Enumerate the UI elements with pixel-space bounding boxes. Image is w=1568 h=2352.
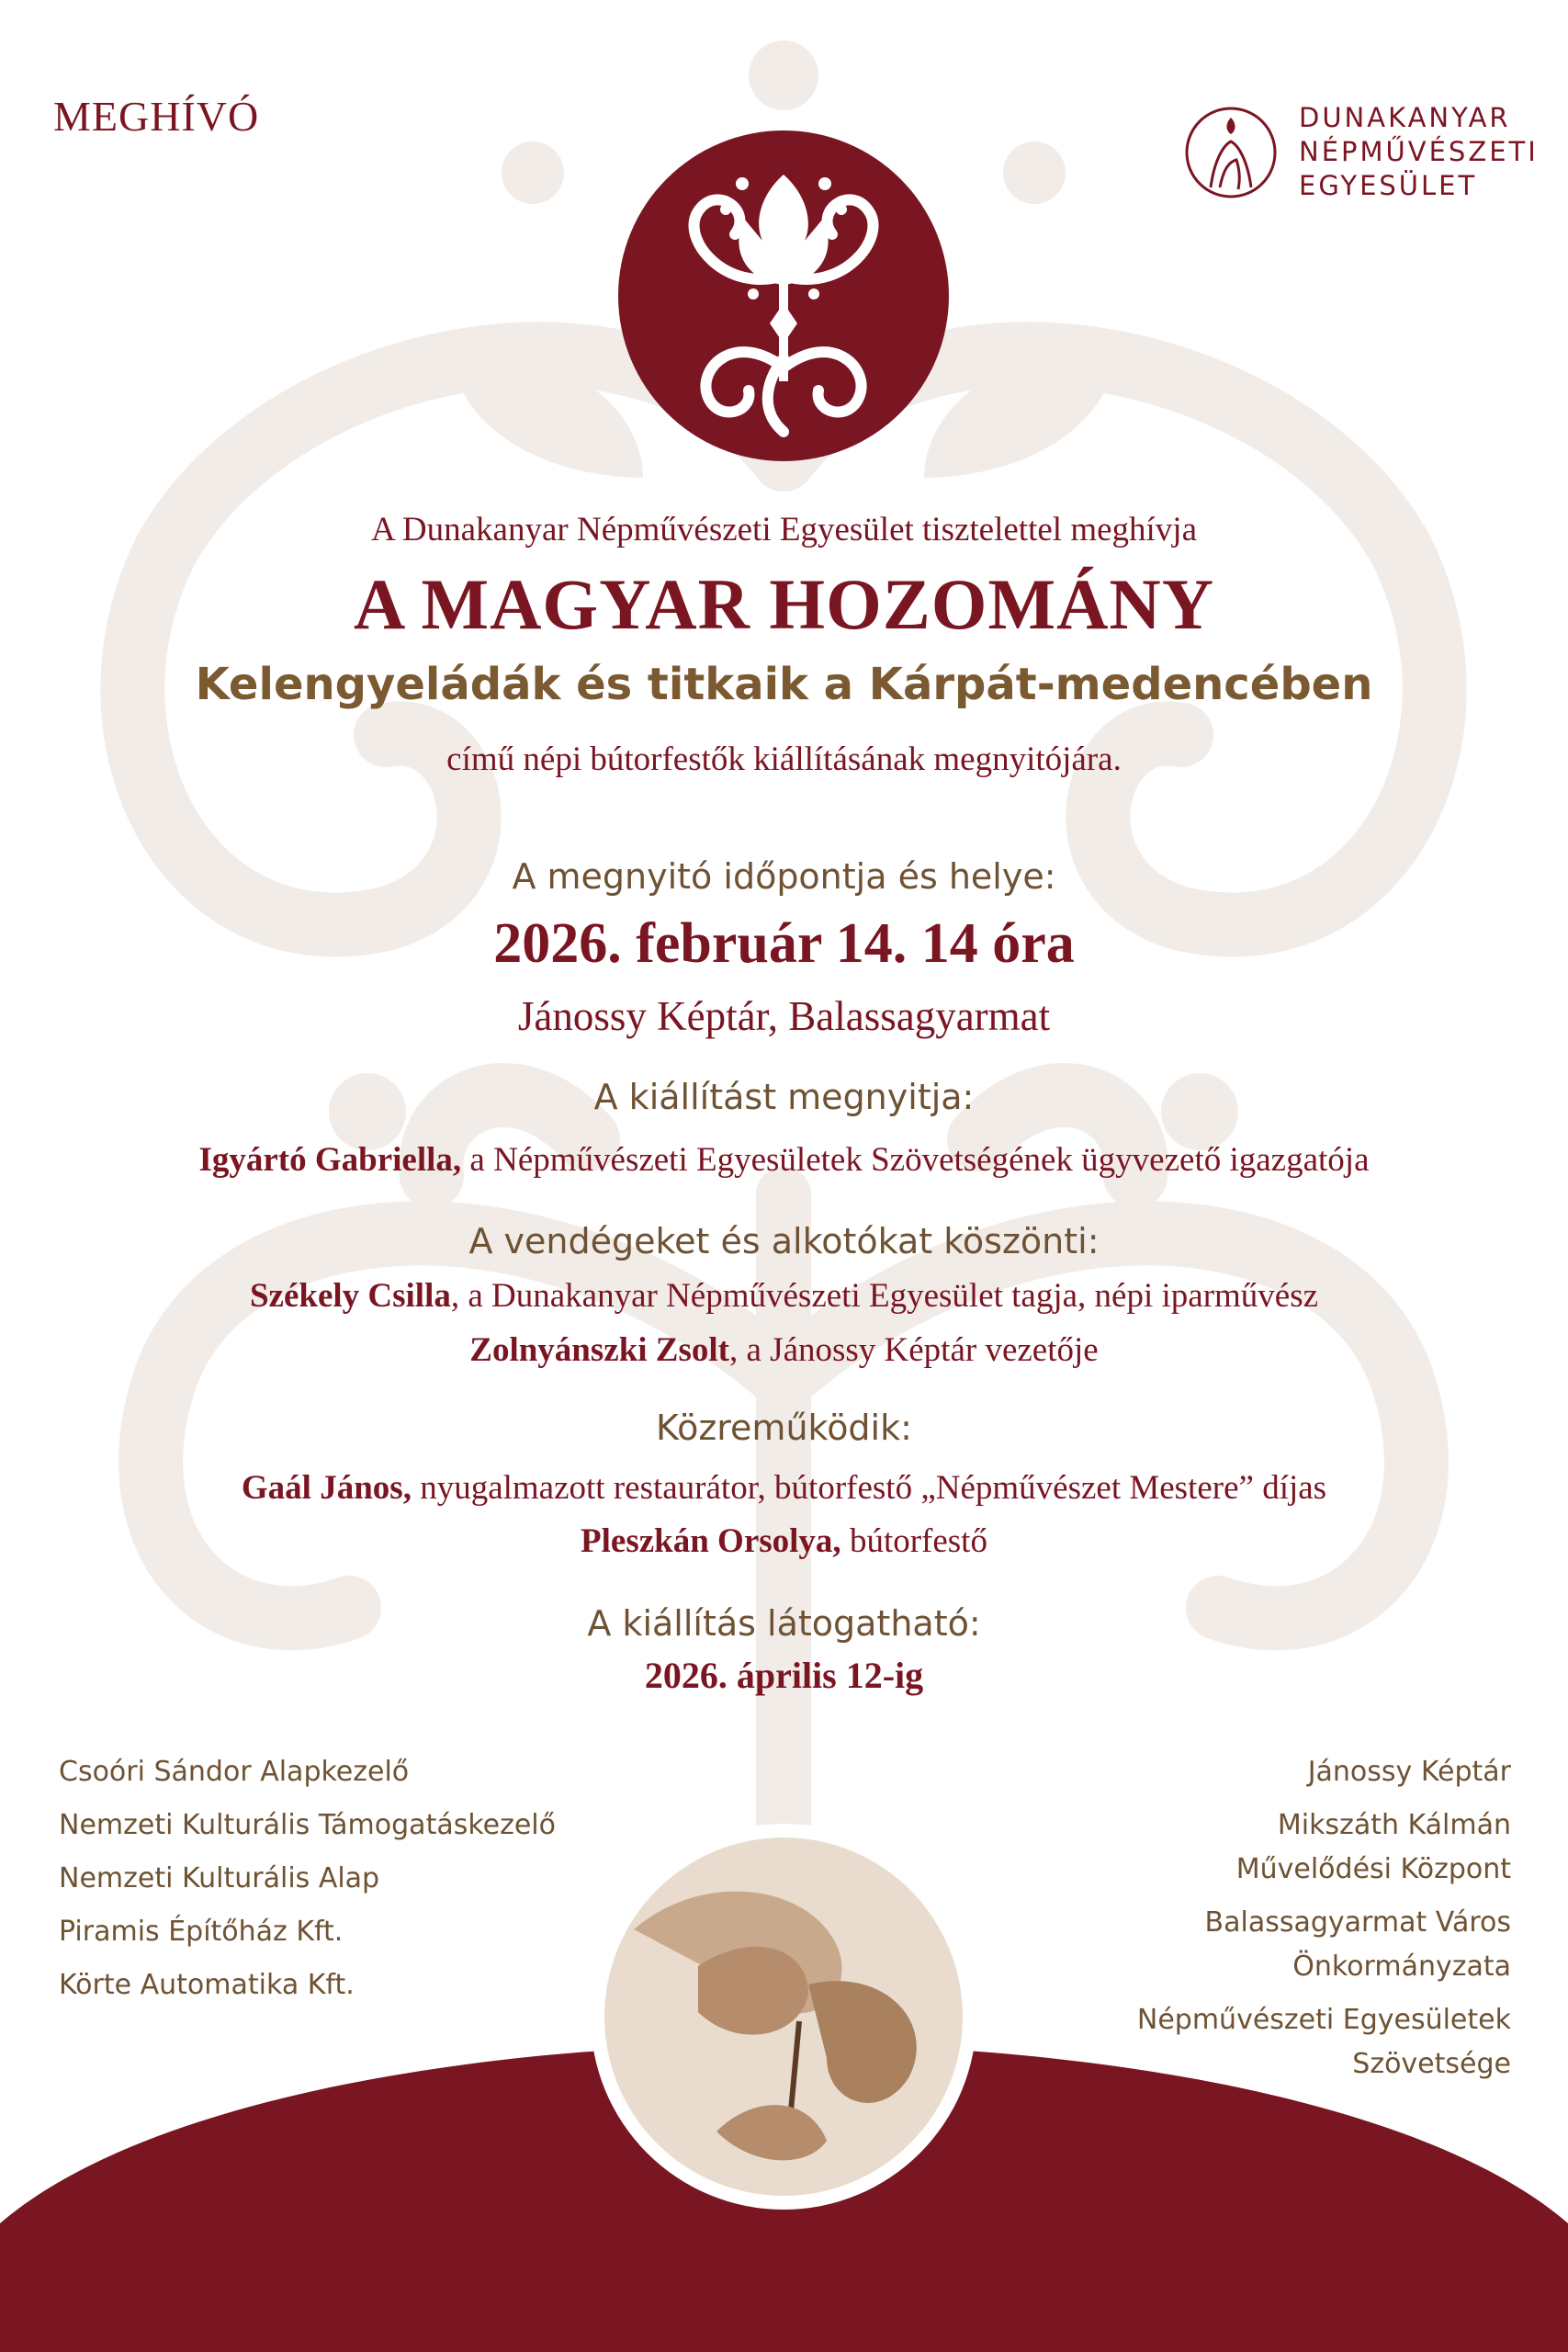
intro-line: A Dunakanyar Népművészeti Egyesület tisztelettel meghívja [370, 511, 1198, 548]
hand-painting-photo-icon [591, 1824, 976, 2210]
greeter-name: Székely Csilla [249, 1277, 451, 1315]
event-venue: Jánossy Képtár, Balassagyarmat [517, 993, 1051, 1039]
sponsors-left [59, 1750, 556, 2017]
sponsor-item: Piramis Építőház Kft. [59, 1916, 344, 1948]
greeter-line [0, 1330, 1568, 1370]
partner-line: Mikszáth Kálmán [1277, 1809, 1511, 1841]
visit-until-date: 2026. április 12-ig [644, 1655, 924, 1696]
greeter-name: Zolnyánszki Zsolt [469, 1331, 729, 1369]
sponsors-right [1137, 1750, 1511, 2096]
partner-line: Jánossy Képtár [1307, 1756, 1511, 1788]
opener-role: a Népművészeti Egyesületek Szövetségének ügyvezető igazgatója [461, 1141, 1370, 1179]
partner-item [1137, 1804, 1511, 1892]
sponsor-item: Nemzeti Kulturális Alap [59, 1862, 380, 1894]
partner-item [1137, 1901, 1511, 1989]
sponsor-item: Nemzeti Kulturális Támogatáskezelő [59, 1809, 556, 1841]
exhibition-description: című népi bútorfestők kiállításának megnyitójára. [446, 741, 1122, 778]
partner-line: Balassagyarmat Város [1204, 1906, 1511, 1939]
partner-line: Népművészeti Egyesületek [1136, 2004, 1511, 2036]
partner-line: Művelődési Központ [1235, 1853, 1511, 1885]
greeter-role: , a Dunakanyar Népművészeti Egyesület tagja, népi iparművész [450, 1277, 1319, 1315]
association-logo [1183, 101, 1539, 203]
greeter-role: , a Jánossy Képtár vezetője [729, 1331, 1099, 1369]
performer-line [0, 1468, 1568, 1508]
when-label: A megnyitó időpontja és helye: [512, 856, 1056, 897]
folk-tulip-motif-icon [618, 130, 949, 461]
visit-label: A kiállítás látogatható: [587, 1603, 981, 1644]
event-date: 2026. február 14. 14 óra [493, 912, 1075, 975]
partner-line: Önkormányzata [1292, 1951, 1511, 1983]
performer-name: Pleszkán Orsolya, [581, 1522, 841, 1560]
performer-role: nyugalmazott restaurátor, bútorfestő „Népművészet Mestere” díjas [411, 1469, 1327, 1507]
logo-line-3: EGYESÜLET [1299, 170, 1478, 201]
sponsor-item: Körte Automatika Kft. [59, 1969, 355, 2001]
greeting-label: A vendégeket és alkotókat köszönti: [468, 1221, 1100, 1261]
partner-item [1137, 1750, 1511, 1794]
folk-dancer-circle-icon [1183, 105, 1279, 200]
logo-line-2: NÉPMŰVÉSZETI [1299, 136, 1539, 167]
opener-line [0, 1140, 1568, 1180]
logo-line-1: DUNAKANYAR [1299, 102, 1511, 133]
performer-role: bútorfestő [840, 1522, 987, 1560]
performers-label: Közreműködik: [656, 1408, 912, 1448]
opening-label: A kiállítást megnyitja: [593, 1077, 975, 1117]
partner-line: Szövetsége [1352, 2048, 1511, 2080]
greeter-line [0, 1276, 1568, 1316]
exhibition-title: A MAGYAR HOZOMÁNY [353, 564, 1215, 644]
sponsor-item: Csoóri Sándor Alapkezelő [59, 1756, 410, 1788]
performer-name: Gaál János, [241, 1469, 412, 1507]
invite-label: MEGHÍVÓ [53, 93, 260, 140]
logo-text [1299, 101, 1539, 203]
opener-name: Igyártó Gabriella, [198, 1141, 462, 1179]
partner-item [1137, 1998, 1511, 2086]
performer-line [0, 1521, 1568, 1561]
exhibition-subtitle: Kelengyeládák és titkaik a Kárpát-medencében [195, 659, 1373, 710]
